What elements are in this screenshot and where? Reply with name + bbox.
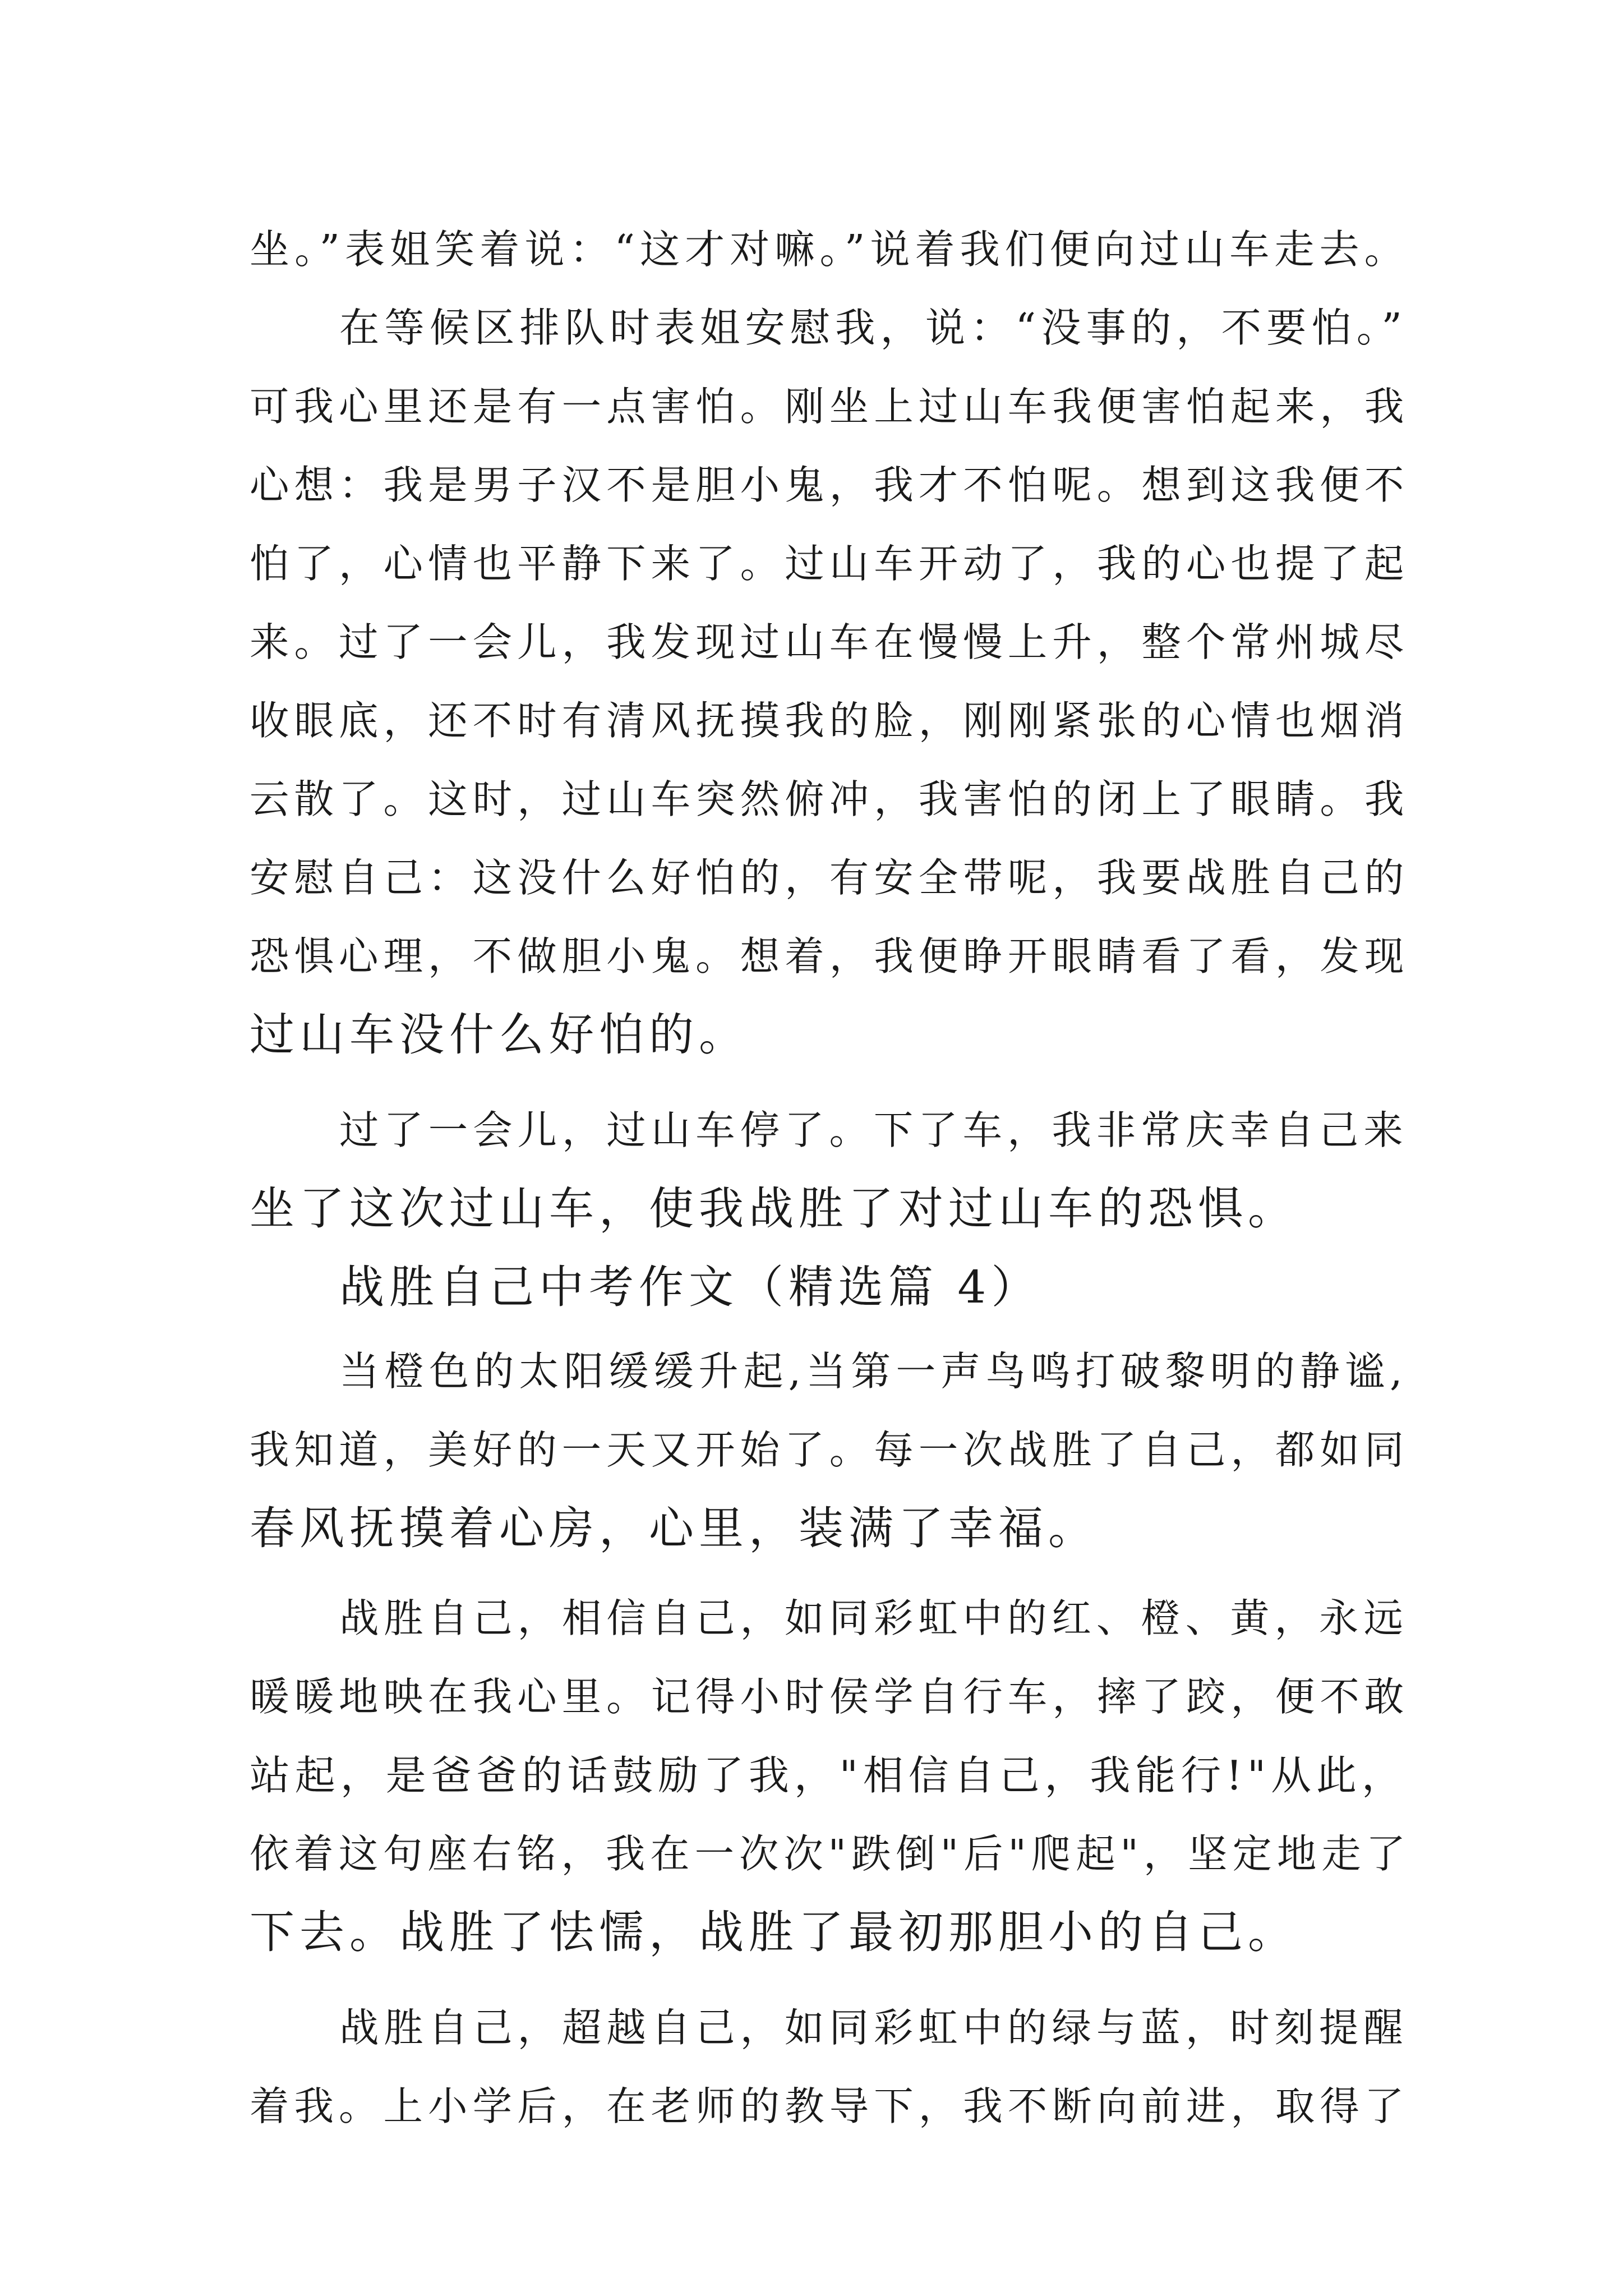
text-line: 过山车没什么好怕的。 [250, 1009, 749, 1061]
text-line: 在等候区排队时表姐安慰我，说：“没事的，不要怕。” [339, 305, 1407, 351]
text-line: 怕了，心情也平静下来了。过山车开动了，我的心也提了起 [250, 541, 1409, 587]
text-line: 恐惧心理，不做胆小鬼。想着，我便睁开眼睛看了看，发现 [250, 933, 1409, 979]
text-line: 着我。上小学后，在老师的教导下，我不断向前进，取得了 [250, 2083, 1409, 2129]
section-heading: 战胜自己中考作文（精选篇 4） [339, 1261, 1041, 1313]
text-line: 依着这句座右铭，我在一次次"跌倒"后"爬起"，坚定地走了 [250, 1831, 1411, 1877]
text-line: 心想：我是男子汉不是胆小鬼，我才不怕呢。想到这我便不 [250, 462, 1409, 508]
text-line: 战胜自己，超越自己，如同彩虹中的绿与蓝，时刻提醒 [339, 2005, 1408, 2051]
text-line: 可我心里还是有一点害怕。刚坐上过山车我便害怕起来，我 [250, 384, 1409, 430]
text-line: 站起，是爸爸的话鼓励了我，"相信自己，我能行!"从此， [250, 1752, 1407, 1799]
text-line: 暖暖地映在我心里。记得小时侯学自行车，摔了跤，便不敢 [250, 1674, 1409, 1720]
text-line: 春风抚摸着心房，心里，装满了幸福。 [250, 1502, 1098, 1554]
text-line: 云散了。这时，过山车突然俯冲，我害怕的闭上了眼睛。我 [250, 776, 1409, 822]
text-line: 坐。”表姐笑着说：“这才对嘛。”说着我们便向过山车走去。 [250, 226, 1409, 273]
text-line: 当橙色的太阳缓缓升起,当第一声鸟鸣打破黎明的静谧, [339, 1348, 1408, 1395]
text-line: 我知道，美好的一天又开始了。每一次战胜了自己，都如同 [250, 1427, 1409, 1473]
text-line: 来。过了一会儿，我发现过山车在慢慢上升，整个常州城尽 [250, 619, 1409, 665]
text-line: 安慰自己：这没什么好怕的，有安全带呢，我要战胜自己的 [250, 855, 1409, 901]
text-line: 下去。战胜了怯懦，战胜了最初那胆小的自己。 [250, 1906, 1298, 1958]
text-line: 战胜自己，相信自己，如同彩虹中的红、橙、黄，永远 [339, 1595, 1408, 1641]
text-line: 坐了这次过山车，使我战胜了对过山车的恐惧。 [250, 1182, 1298, 1235]
text-line: 收眼底，还不时有清风抚摸我的脸，刚刚紧张的心情也烟消 [250, 698, 1409, 744]
text-line: 过了一会儿，过山车停了。下了车，我非常庆幸自己来 [339, 1107, 1408, 1153]
